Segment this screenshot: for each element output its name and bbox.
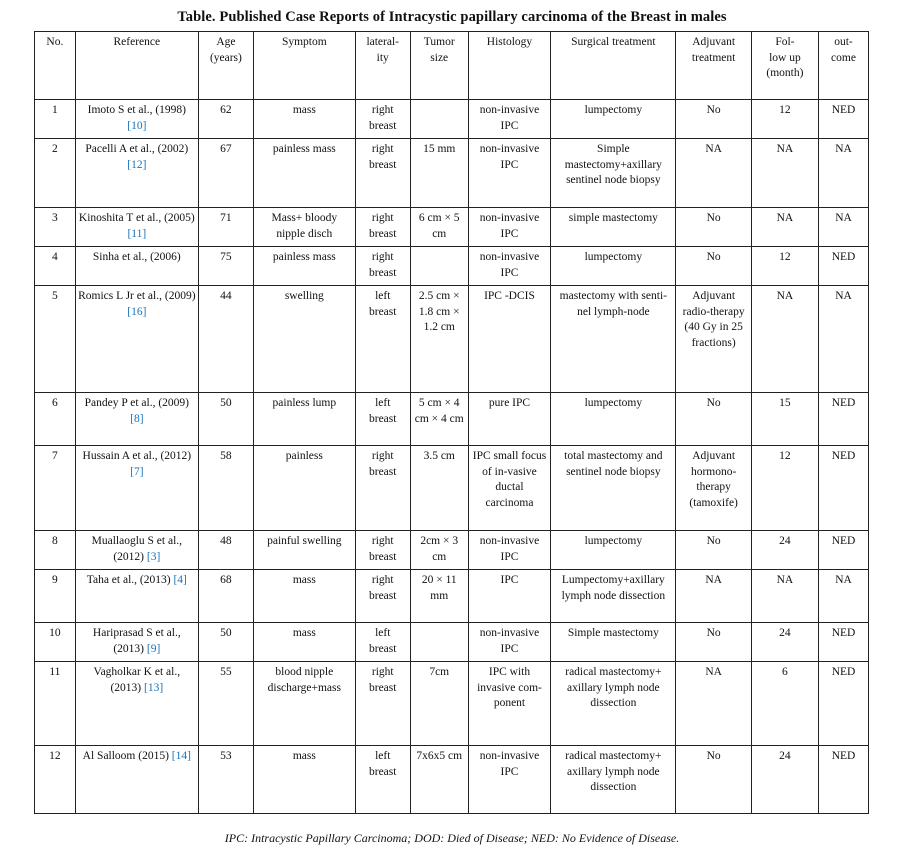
cell-outcome: NED <box>819 446 869 531</box>
cell-laterality: left breast <box>355 286 410 393</box>
table-row <box>35 623 869 662</box>
cell-outcome: NED <box>819 662 869 746</box>
cell-outcome: NED <box>819 623 869 662</box>
header-adjuvant: Adjuvant treatment <box>676 32 751 100</box>
cell-histology: IPC with invasive com-ponent <box>468 662 550 746</box>
cell-age: 44 <box>198 286 253 393</box>
citation-link[interactable]: [8] <box>130 412 144 425</box>
citation-link[interactable]: [3] <box>146 550 161 563</box>
table-title: Table. Published Case Reports of Intracystic papillary carcinoma of the Breast in males <box>177 9 727 25</box>
cell-reference: Romics L Jr et al., (2009) [16] <box>75 286 198 393</box>
cell-surgical: simple mastectomy <box>551 208 676 247</box>
cell-age: 48 <box>198 531 253 570</box>
cell-surgical: radical mastectomy+ axillary lymph node dissection <box>551 746 676 814</box>
cell-tumor-size <box>410 100 468 139</box>
cell-laterality: right breast <box>355 139 410 208</box>
header-tumor-size: Tumor size <box>410 32 468 100</box>
cell-no: 5 <box>35 286 76 393</box>
header-row <box>35 32 869 100</box>
cell-tumor-size: 20 × 11 mm <box>410 570 468 623</box>
cell-laterality: right breast <box>355 662 410 746</box>
citation-link[interactable]: [9] <box>146 642 161 655</box>
cell-outcome: NA <box>819 286 869 393</box>
cell-reference: Hariprasad S et al., (2013) [9] <box>75 623 198 662</box>
table-row <box>35 139 869 208</box>
cell-tumor-size: 6 cm × 5 cm <box>410 208 468 247</box>
cell-surgical: mastectomy with senti-nel lymph-node <box>551 286 676 393</box>
cell-outcome: NED <box>819 531 869 570</box>
cell-adjuvant: No <box>676 746 751 814</box>
cell-reference: Vagholkar K et al., (2013) [13] <box>75 662 198 746</box>
citation-link[interactable]: [13] <box>144 681 164 694</box>
cell-adjuvant: No <box>676 531 751 570</box>
cell-follow-up: 12 <box>751 446 818 531</box>
cell-symptom: mass <box>253 746 355 814</box>
cell-histology: non-invasive IPC <box>468 746 550 814</box>
header-outcome: out- come <box>819 32 869 100</box>
cell-outcome: NED <box>819 393 869 446</box>
cell-no: 10 <box>35 623 76 662</box>
cell-adjuvant: No <box>676 247 751 286</box>
cell-no: 2 <box>35 139 76 208</box>
cell-histology: non-invasive IPC <box>468 139 550 208</box>
cell-histology: non-invasive IPC <box>468 100 550 139</box>
cell-no: 4 <box>35 247 76 286</box>
cell-laterality: right breast <box>355 531 410 570</box>
cell-follow-up: 15 <box>751 393 818 446</box>
cell-surgical: radical mastectomy+ axillary lymph node dissection <box>551 662 676 746</box>
cell-histology: non-invasive IPC <box>468 247 550 286</box>
header-surgical: Surgical treatment <box>551 32 676 100</box>
cell-reference: Imoto S et al., (1998) [10] <box>75 100 198 139</box>
cell-no: 1 <box>35 100 76 139</box>
cell-histology: non-invasive IPC <box>468 531 550 570</box>
citation-link[interactable]: [14] <box>171 750 191 762</box>
cell-symptom: blood nipple discharge+mass <box>253 662 355 746</box>
cell-age: 58 <box>198 446 253 531</box>
cell-no: 7 <box>35 446 76 531</box>
cell-histology: non-invasive IPC <box>468 208 550 247</box>
cell-histology: non-invasive IPC <box>468 623 550 662</box>
cell-adjuvant: NA <box>676 570 751 623</box>
cell-follow-up: 24 <box>751 623 818 662</box>
cell-histology: IPC -DCIS <box>468 286 550 393</box>
cell-no: 6 <box>35 393 76 446</box>
cell-symptom: painless mass <box>253 139 355 208</box>
cell-follow-up: NA <box>751 139 818 208</box>
cell-surgical: Simple mastectomy <box>551 623 676 662</box>
cell-surgical: lumpectomy <box>551 531 676 570</box>
table-row <box>35 100 869 139</box>
table-row <box>35 446 869 531</box>
cell-no: 8 <box>35 531 76 570</box>
cell-adjuvant: Adjuvant hormono-therapy (tamoxife) <box>676 446 751 531</box>
cell-age: 55 <box>198 662 253 746</box>
cell-laterality: left breast <box>355 746 410 814</box>
cell-symptom: Mass+ bloody nipple disch <box>253 208 355 247</box>
table-row <box>35 393 869 446</box>
table-footnote: IPC: Intracystic Papillary Carcinoma; DOD: Died of Disease; NED: No Evidence of Disease. <box>224 831 680 845</box>
cell-adjuvant: NA <box>676 662 751 746</box>
cell-reference: Al Salloom (2015) [14] <box>75 746 198 814</box>
cell-surgical: lumpectomy <box>551 247 676 286</box>
cell-age: 75 <box>198 247 253 286</box>
cell-adjuvant: No <box>676 393 751 446</box>
cell-no: 3 <box>35 208 76 247</box>
cell-tumor-size <box>410 247 468 286</box>
cell-follow-up: 12 <box>751 100 818 139</box>
header-no: No. <box>35 32 76 100</box>
cell-reference: Pandey P et al., (2009) [8] <box>75 393 198 446</box>
cell-histology: IPC small focus of in-vasive ductal carcinoma <box>468 446 550 531</box>
cell-outcome: NA <box>819 570 869 623</box>
cell-surgical: Simple mastectomy+axillary sentinel node biopsy <box>551 139 676 208</box>
cell-symptom: mass <box>253 100 355 139</box>
cell-laterality: right breast <box>355 570 410 623</box>
header-symptom: Symptom <box>253 32 355 100</box>
cell-age: 71 <box>198 208 253 247</box>
citation-link[interactable]: [4] <box>173 574 187 586</box>
cell-reference: Pacelli A et al., (2002) [12] <box>75 139 198 208</box>
cell-laterality: right breast <box>355 247 410 286</box>
cell-age: 67 <box>198 139 253 208</box>
cell-outcome: NED <box>819 746 869 814</box>
citation-link[interactable]: [11] <box>127 227 147 240</box>
cell-tumor-size: 7cm <box>410 662 468 746</box>
cell-symptom: painful swelling <box>253 531 355 570</box>
header-age: Age (years) <box>198 32 253 100</box>
cell-follow-up: NA <box>751 208 818 247</box>
cell-laterality: right breast <box>355 446 410 531</box>
cell-tumor-size: 3.5 cm <box>410 446 468 531</box>
cell-surgical: total mastectomy and sentinel node biopsy <box>551 446 676 531</box>
cell-follow-up: 24 <box>751 531 818 570</box>
cell-follow-up: 6 <box>751 662 818 746</box>
citation-link[interactable]: [10] <box>127 119 147 132</box>
header-histology: Histology <box>468 32 550 100</box>
cell-follow-up: NA <box>751 286 818 393</box>
header-follow-up: Fol- low up (month) <box>751 32 818 100</box>
case-reports-table <box>34 31 869 814</box>
table-row <box>35 286 869 393</box>
cell-age: 50 <box>198 393 253 446</box>
cell-adjuvant: NA <box>676 139 751 208</box>
cell-follow-up: NA <box>751 570 818 623</box>
cell-laterality: left breast <box>355 393 410 446</box>
cell-tumor-size <box>410 623 468 662</box>
citation-link[interactable]: [12] <box>127 158 147 171</box>
cell-age: 50 <box>198 623 253 662</box>
cell-outcome: NED <box>819 247 869 286</box>
cell-tumor-size: 15 mm <box>410 139 468 208</box>
cell-laterality: right breast <box>355 208 410 247</box>
cell-age: 53 <box>198 746 253 814</box>
header-laterality: lateral- ity <box>355 32 410 100</box>
cell-symptom: painless <box>253 446 355 531</box>
table-row <box>35 531 869 570</box>
table-row <box>35 746 869 814</box>
cell-outcome: NA <box>819 139 869 208</box>
cell-symptom: mass <box>253 570 355 623</box>
cell-laterality: right breast <box>355 100 410 139</box>
cell-tumor-size: 5 cm × 4 cm × 4 cm <box>410 393 468 446</box>
cell-tumor-size: 2.5 cm × 1.8 cm × 1.2 cm <box>410 286 468 393</box>
cell-follow-up: 12 <box>751 247 818 286</box>
cell-reference: Taha et al., (2013) [4] <box>75 570 198 623</box>
cell-no: 11 <box>35 662 76 746</box>
cell-laterality: left breast <box>355 623 410 662</box>
cell-symptom: painless mass <box>253 247 355 286</box>
cell-surgical: lumpectomy <box>551 100 676 139</box>
citation-link[interactable]: [16] <box>127 305 147 318</box>
cell-tumor-size: 7x6x5 cm <box>410 746 468 814</box>
cell-histology: pure IPC <box>468 393 550 446</box>
table-row <box>35 662 869 746</box>
table-row <box>35 208 869 247</box>
header-reference: Reference <box>75 32 198 100</box>
cell-age: 68 <box>198 570 253 623</box>
citation-link[interactable]: [7] <box>130 465 144 478</box>
cell-adjuvant: No <box>676 100 751 139</box>
cell-symptom: painless lump <box>253 393 355 446</box>
table-row <box>35 570 869 623</box>
cell-reference: Kinoshita T et al., (2005) [11] <box>75 208 198 247</box>
cell-no: 12 <box>35 746 76 814</box>
table-row <box>35 247 869 286</box>
cell-follow-up: 24 <box>751 746 818 814</box>
cell-histology: IPC <box>468 570 550 623</box>
cell-reference: Muallaoglu S et al., (2012) [3] <box>75 531 198 570</box>
cell-surgical: Lumpectomy+axillary lymph node dissection <box>551 570 676 623</box>
cell-adjuvant: Adjuvant radio-therapy (40 Gy in 25 fractions) <box>676 286 751 393</box>
cell-symptom: mass <box>253 623 355 662</box>
cell-age: 62 <box>198 100 253 139</box>
cell-outcome: NA <box>819 208 869 247</box>
cell-tumor-size: 2cm × 3 cm <box>410 531 468 570</box>
cell-adjuvant: No <box>676 623 751 662</box>
cell-outcome: NED <box>819 100 869 139</box>
cell-reference: Hussain A et al., (2012) [7] <box>75 446 198 531</box>
cell-reference: Sinha et al., (2006) <box>75 247 198 286</box>
cell-adjuvant: No <box>676 208 751 247</box>
cell-surgical: lumpectomy <box>551 393 676 446</box>
cell-no: 9 <box>35 570 76 623</box>
cell-symptom: swelling <box>253 286 355 393</box>
